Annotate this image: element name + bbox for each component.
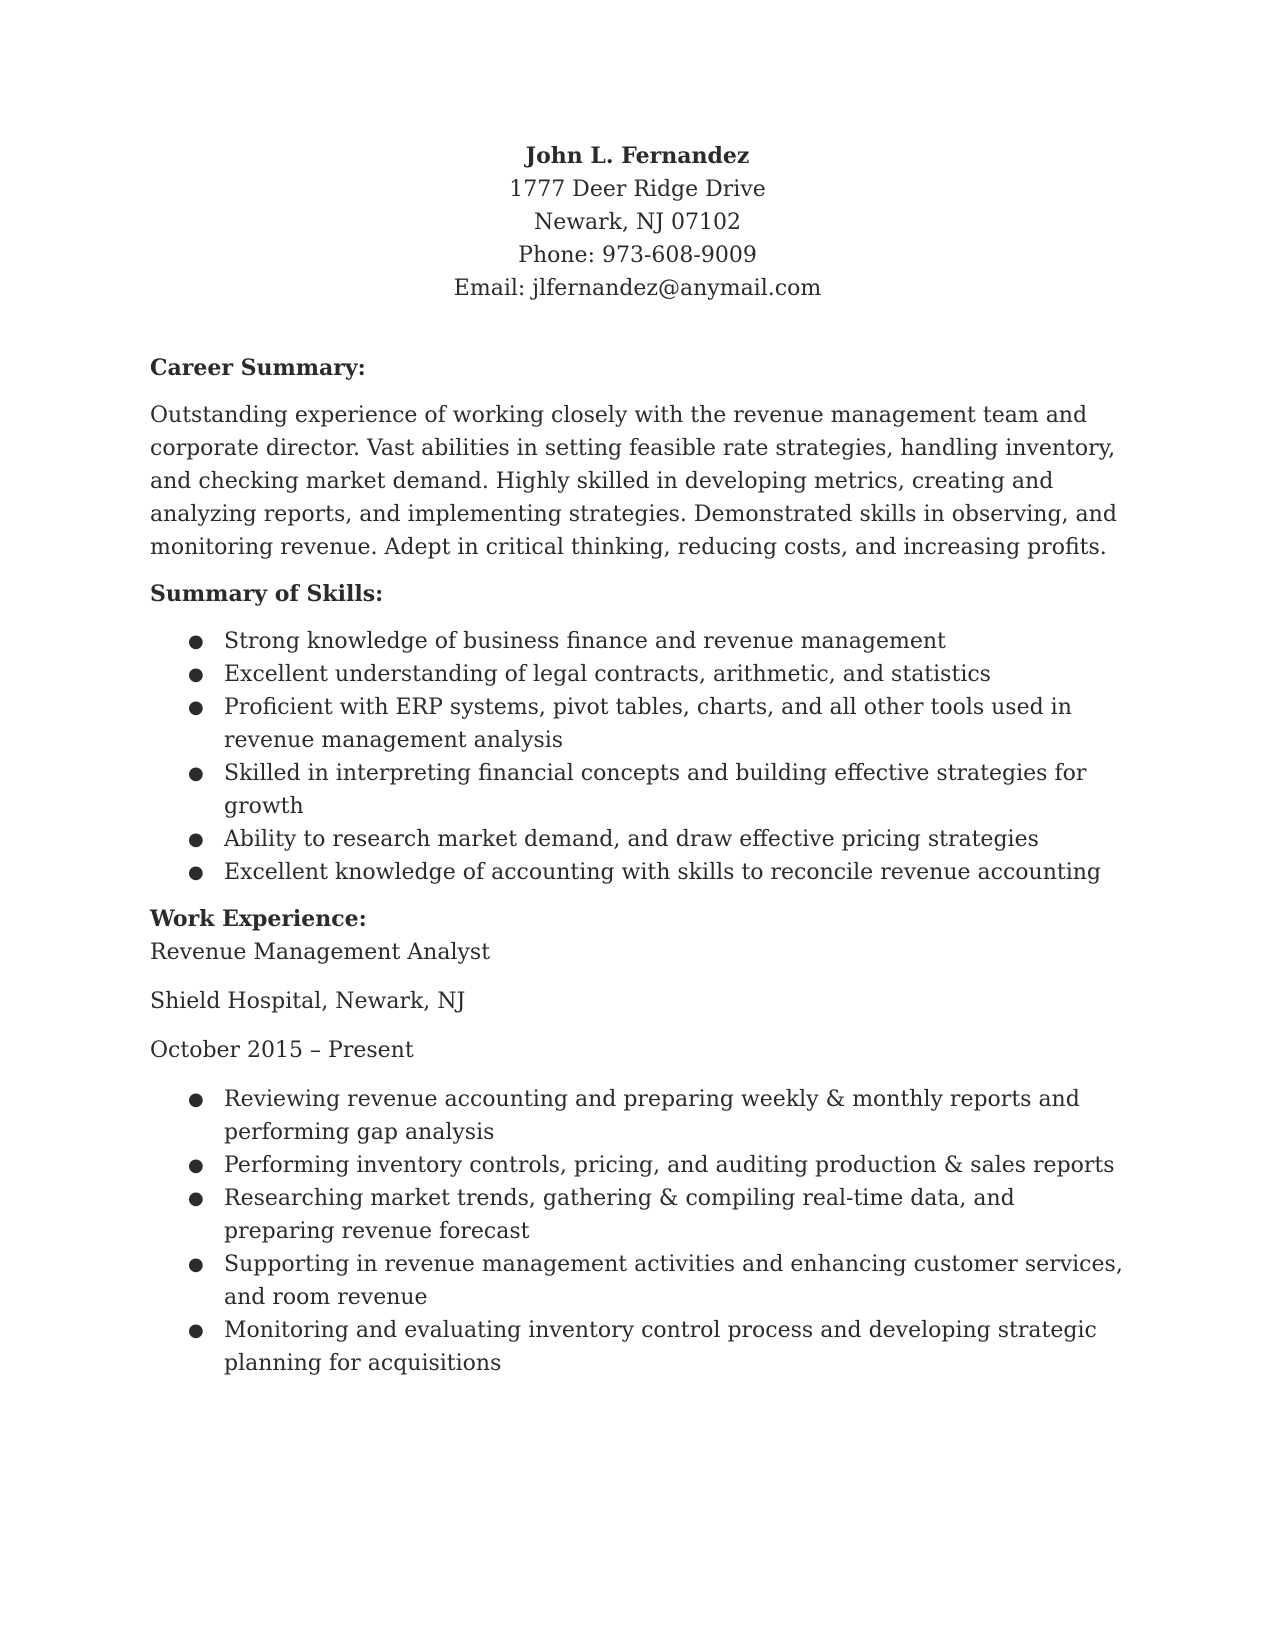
list-item [150,823,1130,856]
work-experience-heading: Work Experience: [150,906,367,932]
list-item [150,856,1130,889]
duty-text: Performing inventory controls, pricing, and auditing production & sales reports [224,1153,1115,1178]
work-duties-list [150,1083,1130,1380]
address-line-2: Newark, NJ 07102 [533,210,742,235]
bullet-icon: ● [188,862,204,883]
list-item [150,1149,1130,1182]
skill-text: Proficient with ERP systems, pivot tables, charts, and all other tools used in revenue management analysis [224,695,1072,753]
bullet-icon: ● [188,1089,204,1110]
job-dates: October 2015 – Present [150,1038,414,1063]
phone-number: Phone: 973-608-9009 [518,243,757,268]
duty-text: Monitoring and evaluating inventory control process and developing strategic planning for acquisitions [224,1318,1097,1376]
contact-header [0,140,1275,305]
skill-text: Skilled in interpreting financial concepts and building effective strategies for growth [224,761,1087,819]
list-item [150,1248,1130,1314]
career-summary-heading: Career Summary: [150,355,366,381]
bullet-icon: ● [188,1155,204,1176]
email-address: Email: jlfernandez@anymail.com [453,276,822,301]
bullet-icon: ● [188,631,204,652]
list-item [150,757,1130,823]
duty-text: Supporting in revenue management activities and enhancing customer services, and room revenue [224,1252,1123,1310]
bullet-icon: ● [188,763,204,784]
list-item [150,658,1130,691]
candidate-name: John L. Fernandez [525,143,750,169]
skills-heading: Summary of Skills: [150,581,384,607]
resume-body [150,352,1130,1394]
list-item [150,625,1130,658]
bullet-icon: ● [188,1188,204,1209]
duty-text: Reviewing revenue accounting and preparing weekly & monthly reports and performing gap analysis [224,1087,1080,1145]
skill-text: Strong knowledge of business finance and revenue management [224,629,946,654]
list-item [150,1314,1130,1380]
bullet-icon: ● [188,697,204,718]
job-employer: Shield Hospital, Newark, NJ [150,989,466,1014]
skill-text: Excellent knowledge of accounting with skills to reconcile revenue accounting [224,860,1102,885]
list-item [150,1083,1130,1149]
bullet-icon: ● [188,1320,204,1341]
skill-text: Excellent understanding of legal contracts, arithmetic, and statistics [224,662,991,687]
skill-text: Ability to research market demand, and draw effective pricing strategies [224,827,1039,852]
list-item [150,1182,1130,1248]
list-item [150,691,1130,757]
skills-list [150,625,1130,889]
duty-text: Researching market trends, gathering & compiling real-time data, and preparing revenue forecast [224,1186,1015,1244]
bullet-icon: ● [188,664,204,685]
bullet-icon: ● [188,1254,204,1275]
job-title: Revenue Management Analyst [150,940,491,965]
bullet-icon: ● [188,829,204,850]
career-summary-text: Outstanding experience of working closely with the revenue management team and corporate director. Vast abilities in setting feasible rate strategies, handling inventory, and checking market demand. Highly skilled in developing metrics, creating and analyzing reports, and implementing strategies. Demonstrated skills in observing, and monitoring revenue. Adept in critical thinking, reducing costs, and increasing profits. [150,403,1117,560]
address-line-1: 1777 Deer Ridge Drive [509,177,766,202]
